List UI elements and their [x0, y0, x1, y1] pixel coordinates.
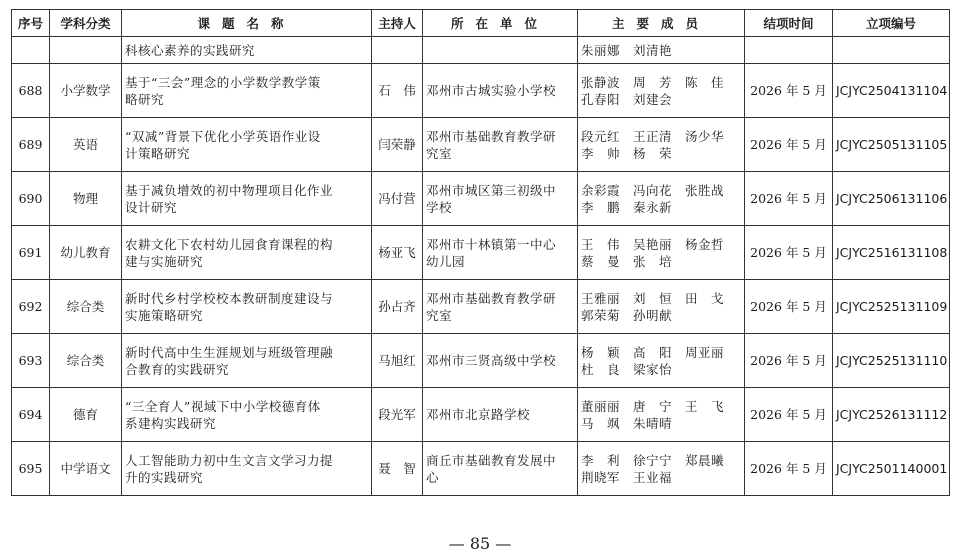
cell-members [578, 64, 745, 118]
cell-subject: 综合类 [50, 280, 122, 334]
cell-unit [423, 64, 578, 118]
cell-members [578, 280, 745, 334]
cell-members-line: 王 伟 吴艳丽 杨金哲 [581, 236, 725, 252]
cell-no: 689 [12, 118, 50, 172]
cell-subject: 物理 [50, 172, 122, 226]
cell-title [122, 118, 372, 172]
cell-title-line: 农耕文化下农村幼儿园食育课程的构 [125, 236, 334, 252]
cell-members-line: 董丽丽 唐 宁 王 飞 [581, 398, 725, 414]
cell-unit [423, 442, 578, 496]
cell-members-line: 郭荣菊 孙明献 [581, 307, 673, 323]
cell-members: 朱丽娜 刘清艳 [578, 37, 745, 64]
cell-members-line: 马 飒 朱晴晴 [581, 415, 673, 431]
cell-members [578, 172, 745, 226]
cell-unit-line: 心 [426, 469, 440, 485]
cell-members-line: 杨 颖 高 阳 周亚丽 [581, 344, 725, 360]
cell-host [372, 37, 423, 64]
projects-table [11, 9, 950, 496]
cell-title-line: 新时代高中生生涯规划与班级管理融 [125, 344, 334, 360]
cell-project-no: JCJYC2501140001 [833, 442, 950, 496]
cell-members [578, 226, 745, 280]
cell-unit-line: 学校 [426, 199, 453, 215]
header-unit: 所在单位 [423, 10, 578, 37]
cell-project-no: JCJYC2504131104 [833, 64, 950, 118]
cell-project-no: JCJYC2525131109 [833, 280, 950, 334]
cell-end-time: 2026 年 5 月 [745, 388, 833, 442]
cell-subject: 中学语文 [50, 442, 122, 496]
table-row [12, 388, 950, 442]
cell-project-no: JCJYC2506131106 [833, 172, 950, 226]
table-row [12, 280, 950, 334]
cell-title-line: 新时代乡村学校校本教研制度建设与 [125, 290, 334, 306]
cell-members-line: 李 利 徐宁宁 郑晨曦 [581, 452, 725, 468]
cell-end-time: 2026 年 5 月 [745, 172, 833, 226]
cell-no: 691 [12, 226, 50, 280]
table-row [12, 226, 950, 280]
cell-title-line: 计策略研究 [125, 145, 191, 161]
cell-unit [423, 118, 578, 172]
header-row [12, 10, 950, 37]
cell-title-line: 略研究 [125, 91, 165, 107]
cell-members-line: 蔡 曼 张 培 [581, 253, 673, 269]
cell-members-line: 李 鹏 秦永新 [581, 199, 673, 215]
cell-end-time: 2026 年 5 月 [745, 226, 833, 280]
cell-project-no: JCJYC2516131108 [833, 226, 950, 280]
cell-unit [423, 334, 578, 388]
cell-unit-line: 邓州市三贤高级中学校 [426, 353, 557, 368]
header-project-no: 立项编号 [833, 10, 950, 37]
cell-end-time [745, 37, 833, 64]
cell-unit-line: 商丘市基础教育发展中 [426, 452, 557, 468]
cell-title-line: 合教育的实践研究 [125, 361, 230, 377]
cell-unit-line: 邓州市城区第三初级中 [426, 182, 557, 198]
cell-members-line: 王雅丽 刘 恒 田 戈 [581, 290, 725, 306]
header-subject: 学科分类 [50, 10, 122, 37]
cell-title-line: 实施策略研究 [125, 307, 204, 323]
cell-end-time: 2026 年 5 月 [745, 442, 833, 496]
cell-unit-line: 究室 [426, 145, 453, 161]
table-row [12, 118, 950, 172]
cell-members-line: 段元红 王正清 汤少华 [581, 128, 725, 144]
cell-members-line: 荆晓军 王业福 [581, 469, 673, 485]
cell-no: 690 [12, 172, 50, 226]
cell-unit [423, 172, 578, 226]
cell-title [122, 172, 372, 226]
cell-title-line: 系建构实践研究 [125, 415, 217, 431]
cell-title [122, 280, 372, 334]
cell-host: 段光军 [372, 388, 423, 442]
cell-title-line: 人工智能助力初中生文言文学习力提 [125, 452, 334, 468]
cell-title [122, 64, 372, 118]
cell-unit-line: 邓州市基础教育教学研 [426, 290, 557, 306]
cell-end-time: 2026 年 5 月 [745, 334, 833, 388]
cell-project-no: JCJYC2525131110 [833, 334, 950, 388]
table-row [12, 334, 950, 388]
cell-host: 聂 智 [372, 442, 423, 496]
cell-project-no [833, 37, 950, 64]
header-host: 主持人 [372, 10, 423, 37]
cell-members [578, 442, 745, 496]
cell-end-time: 2026 年 5 月 [745, 280, 833, 334]
table-row-continuation [12, 37, 950, 64]
table-row [12, 172, 950, 226]
cell-title: 科核心素养的实践研究 [122, 37, 372, 64]
cell-project-no: JCJYC2526131112 [833, 388, 950, 442]
cell-no: 692 [12, 280, 50, 334]
cell-no [12, 37, 50, 64]
cell-title-line: 基于减负增效的初中物理项目化作业 [125, 182, 334, 198]
cell-host: 闫荣静 [372, 118, 423, 172]
header-end-time: 结项时间 [745, 10, 833, 37]
cell-host: 孙占齐 [372, 280, 423, 334]
header-members: 主要成员 [578, 10, 745, 37]
cell-members-line: 余彩霞 冯向花 张胜战 [581, 182, 725, 198]
cell-title [122, 388, 372, 442]
cell-subject: 综合类 [50, 334, 122, 388]
cell-no: 688 [12, 64, 50, 118]
cell-title-line: 升的实践研究 [125, 469, 204, 485]
cell-members-line: 孔春阳 刘建会 [581, 91, 673, 107]
cell-unit-line: 邓州市古城实验小学校 [426, 83, 557, 98]
cell-host: 马旭红 [372, 334, 423, 388]
table-row [12, 64, 950, 118]
cell-title [122, 442, 372, 496]
cell-title-line: “双减”背景下优化小学英语作业设 [125, 128, 321, 144]
cell-host: 石 伟 [372, 64, 423, 118]
cell-subject: 小学数学 [50, 64, 122, 118]
cell-title [122, 334, 372, 388]
cell-members [578, 388, 745, 442]
cell-title-line: 设计研究 [125, 199, 178, 215]
cell-members [578, 334, 745, 388]
cell-title [122, 226, 372, 280]
cell-unit [423, 226, 578, 280]
table-row [12, 442, 950, 496]
header-title: 课题名称 [122, 10, 372, 37]
cell-host: 杨亚飞 [372, 226, 423, 280]
cell-unit-line: 邓州市基础教育教学研 [426, 128, 557, 144]
cell-members [578, 118, 745, 172]
cell-end-time: 2026 年 5 月 [745, 64, 833, 118]
cell-no: 695 [12, 442, 50, 496]
cell-host: 冯付营 [372, 172, 423, 226]
cell-unit-line: 究室 [426, 307, 453, 323]
cell-unit [423, 37, 578, 64]
cell-title-line: 基于“三会”理念的小学数学教学策 [125, 74, 321, 90]
cell-unit [423, 388, 578, 442]
cell-unit-line: 邓州市十林镇第一中心 [426, 236, 557, 252]
cell-members-line: 张静波 周 芳 陈 佳 [581, 74, 725, 90]
cell-subject: 德育 [50, 388, 122, 442]
cell-project-no: JCJYC2505131105 [833, 118, 950, 172]
cell-end-time: 2026 年 5 月 [745, 118, 833, 172]
cell-title-line: 建与实施研究 [125, 253, 204, 269]
cell-no: 694 [12, 388, 50, 442]
cell-subject [50, 37, 122, 64]
cell-no: 693 [12, 334, 50, 388]
cell-unit-line: 邓州市北京路学校 [426, 407, 531, 422]
cell-subject: 英语 [50, 118, 122, 172]
cell-members-line: 杜 良 梁家怡 [581, 361, 673, 377]
cell-members-line: 李 帅 杨 荣 [581, 145, 673, 161]
cell-title-line: “三全育人”视域下中小学校德育体 [125, 398, 321, 414]
page-number: — 85 — [448, 534, 512, 553]
cell-unit [423, 280, 578, 334]
header-no: 序号 [12, 10, 50, 37]
cell-unit-line: 幼儿园 [426, 253, 466, 269]
cell-subject: 幼儿教育 [50, 226, 122, 280]
